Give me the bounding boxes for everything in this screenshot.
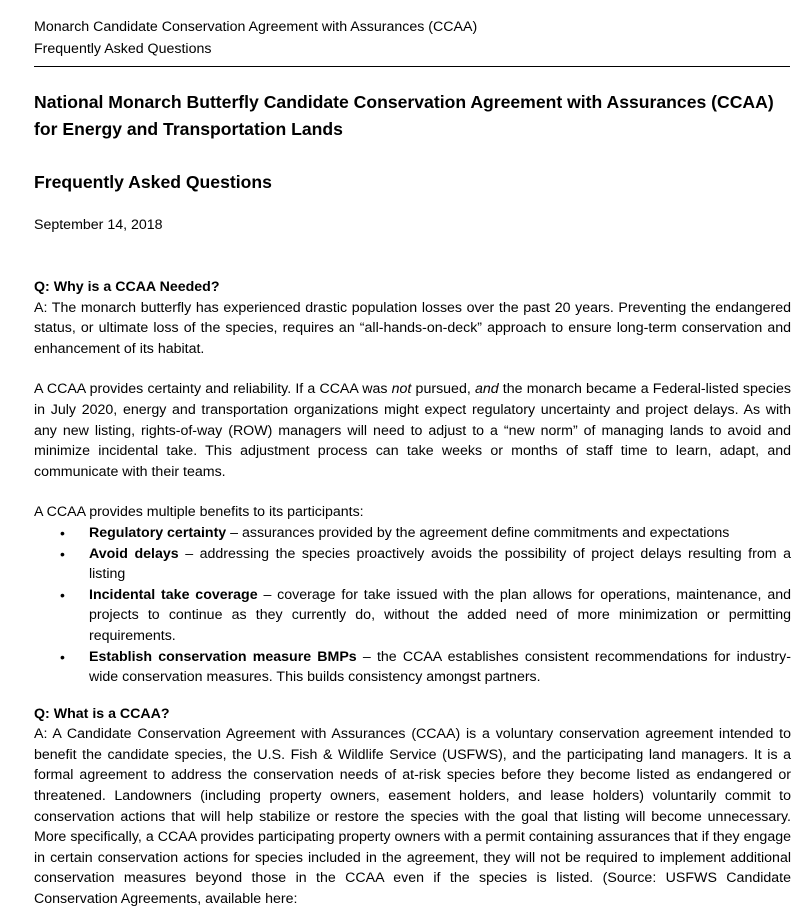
header-line-2: Frequently Asked Questions — [34, 41, 212, 57]
header-line-1: Monarch Candidate Conservation Agreement with Assurances (CCAA) — [34, 19, 478, 35]
paragraph-certainty-part-3: the monarch became a Federal-listed species in July 2020, energy and transportation organizations might expect regulatory uncertainty and project delays. As with any new listing, rights-of-way (ROW) managers will need to adjust to a “new norm” of managing lands to avoid and minimize incidental take. This adjustment process can take weeks or months of staff time to learn, adapt, and communicate with their teams. — [34, 381, 791, 480]
paragraph-spacer — [34, 359, 791, 379]
benefit-item — [34, 647, 791, 688]
question-why-ccaa: Q: Why is a CCAA Needed? — [34, 279, 220, 295]
benefits-intro: A CCAA provides multiple benefits to its participants: — [34, 504, 364, 521]
answer-why-ccaa: A: The monarch butterfly has experienced drastic population losses over the past 20 years. Preventing the endangered status, or ultimate loss of the species, requires an “all-hands-on-deck” approach to ensure long-term conservation and enhancement of its habitat. — [34, 299, 791, 357]
benefit-label: Incidental take coverage — [89, 586, 258, 603]
benefit-text: – coverage for take issued with the plan allows for operations, maintenance, and projects to continue as they currently do, without the added need of more minimization or permitting requirements. — [89, 586, 791, 644]
benefit-text: – addressing the species proactively avoids the possibility of project delays resulting from a listing — [89, 545, 791, 583]
benefit-label: Regulatory certainty — [89, 524, 227, 541]
bullet-icon: • — [60, 545, 65, 562]
paragraph-spacer — [34, 482, 791, 502]
emphasis-not: not — [391, 381, 412, 398]
emphasis-and: and — [474, 381, 499, 398]
benefit-item — [34, 585, 791, 647]
benefit-text: – assurances provided by the agreement define commitments and expectations — [226, 524, 730, 541]
benefit-item — [34, 544, 791, 585]
benefits-list — [34, 523, 791, 688]
bullet-icon: • — [60, 524, 65, 541]
document-body — [34, 277, 791, 910]
paragraph-certainty-part-2: pursued, — [411, 381, 475, 398]
running-header — [34, 16, 790, 67]
benefit-item — [34, 523, 791, 544]
paragraph-certainty — [34, 379, 791, 482]
document-subtitle: Frequently Asked Questions — [34, 172, 272, 192]
benefit-text: – the CCAA establishes consistent recommendations for industry-wide conservation measures. This builds consistency amongst partners. — [89, 648, 791, 686]
benefit-label: Establish conservation measure BMPs — [89, 648, 357, 665]
paragraph-spacer — [34, 688, 791, 704]
document-title: National Monarch Butterfly Candidate Conservation Agreement with Assurances (CCAA) for Energy and Transportation Lands — [34, 92, 774, 139]
bullet-icon: • — [60, 586, 65, 603]
paragraph-certainty-part-1: A CCAA provides certainty and reliability. If a CCAA was — [34, 381, 392, 398]
document-date: September 14, 2018 — [34, 217, 163, 233]
question-what-is-ccaa: Q: What is a CCAA? — [34, 705, 170, 722]
answer-what-is-ccaa: A: A Candidate Conservation Agreement with Assurances (CCAA) is a voluntary conservation agreement intended to benefit the candidate species, the U.S. Fish & Wildlife Service (USFWS), and the participating land managers. It is a formal agreement to address the conservation needs of at-risk species before they become listed as endangered or threatened. Landowners (including property owners, easement holders, and lease holders) voluntarily commit to conservation actions that will help stabilize or restore the species with the goal that listing will become unnecessary. More specifically, a CCAA provides participating property owners with a permit containing assurances that if they engage in certain conservation actions for species included in the agreement, they will not be required to implement additional conservation measures beyond those in the CCAA even if the species is listed. (Source: USFWS Candidate Conservation Agreements, available here: — [34, 726, 791, 908]
bullet-icon: • — [60, 648, 65, 665]
benefit-label: Avoid delays — [89, 545, 179, 562]
